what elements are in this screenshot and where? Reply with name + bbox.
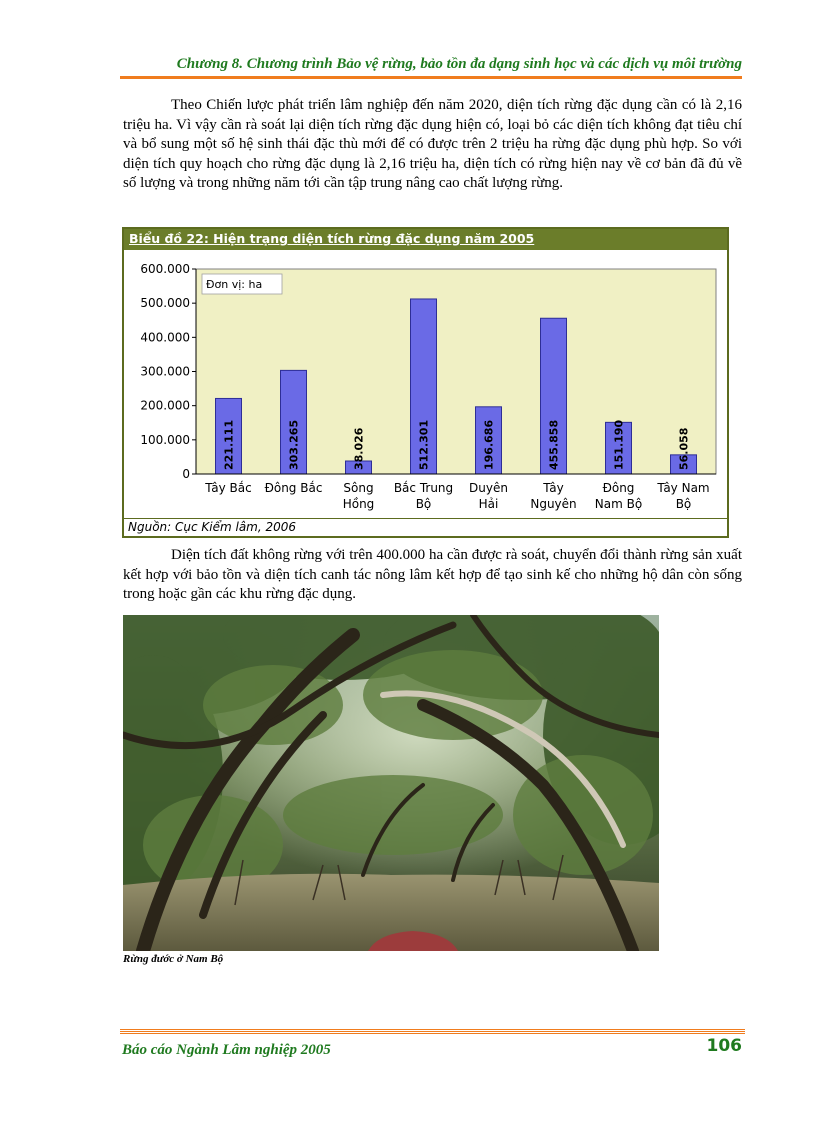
paragraph-2: Diện tích đất không rừng với trên 400.000 ha cần được rà soát, chuyển đổi thành rừng sản xuất kết hợp với bảo tồn và diện tích canh tác nông lâm kết hợp để tạo sinh kế cho những hộ dân còn sống trong hoặc gần các khu rừng đặc dụng. — [123, 547, 742, 602]
bar-value-label: 38.026 — [352, 427, 366, 470]
bar-value-label: 221.111 — [222, 419, 236, 470]
mangrove-forest-photo — [123, 615, 659, 951]
y-tick-label: 200.000 — [140, 398, 190, 413]
y-tick-label: 500.000 — [140, 296, 190, 311]
y-tick-label: 600.000 — [140, 262, 190, 276]
chart-source-text: Nguồn: Cục Kiểm lâm, 2006 — [128, 520, 297, 534]
x-tick-label: Hồng — [342, 497, 375, 511]
chart-title: Biểu đồ 22: Hiện trạng diện tích rừng đặc dụng năm 2005 — [129, 231, 535, 246]
x-tick-label: Bắc Trung — [393, 481, 454, 495]
bar-value-label: 512.301 — [417, 419, 431, 470]
footer-report-title: Báo cáo Ngành Lâm nghiệp 2005 — [122, 1042, 331, 1058]
x-tick-label: Tây — [543, 481, 564, 495]
bar-value-label: 151.190 — [612, 419, 626, 470]
x-tick-label: Nam Bộ — [594, 497, 643, 511]
x-tick-label: Duyên — [469, 481, 508, 495]
y-tick-label: 300.000 — [140, 364, 190, 379]
bar-value-label: 303.265 — [287, 419, 301, 470]
photo-caption: Rừng đước ở Nam Bộ — [123, 953, 224, 965]
x-tick-label: Đông — [602, 481, 635, 495]
header-rule — [120, 76, 742, 79]
page-number: 106 — [706, 1036, 742, 1056]
bar-value-label: 196.686 — [482, 419, 496, 470]
paragraph-1: Theo Chiến lược phát triển lâm nghiệp đến năm 2020, diện tích rừng đặc dụng cần có là 2,16 triệu ha. Vì vậy cần rà soát lại diện tích rừng đặc dụng hiện có, loại bỏ các diện tích không đạt tiêu chí và bổ sung một số hệ sinh thái đặc thù mới để có được trên 2 triệu ha rừng đặc dụng phù hợp. So với diện tích quy hoạch cho rừng đặc dụng là 2,16 triệu ha, diện tích có rừng hiện nay về cơ bản đã đủ về số lượng và trong những năm tới cần tập trung nâng cao chất lượng rừng. — [123, 97, 742, 191]
bar-value-label: 455.858 — [547, 419, 561, 470]
bar-chart — [124, 250, 727, 520]
x-tick-label: Đông Bắc — [264, 481, 323, 495]
y-tick-label: 0 — [182, 467, 190, 481]
y-tick-label: 400.000 — [140, 330, 190, 345]
x-tick-label: Tây Nam — [657, 481, 710, 495]
x-tick-label: Tây Bắc — [205, 481, 252, 495]
unit-label: Đơn vị: ha — [206, 278, 263, 291]
chart-figure — [122, 227, 729, 538]
x-tick-label: Bộ — [415, 497, 432, 511]
bar-value-label: 56.058 — [677, 427, 691, 470]
x-tick-label: Hải — [478, 497, 499, 511]
chapter-header: Chương 8. Chương trình Bảo vệ rừng, bảo tồn đa dạng sinh học và các dịch vụ môi trường — [176, 56, 742, 72]
chart-source — [124, 518, 727, 536]
plot-area — [196, 269, 716, 474]
x-tick-label: Sông — [343, 481, 374, 495]
mangrove-forest-image — [123, 615, 659, 951]
x-tick-label: Nguyên — [530, 497, 577, 511]
chart-title-bar — [124, 229, 727, 250]
footer-rule — [120, 1029, 745, 1034]
x-tick-label: Bộ — [675, 497, 692, 511]
y-tick-label: 100.000 — [140, 432, 190, 447]
